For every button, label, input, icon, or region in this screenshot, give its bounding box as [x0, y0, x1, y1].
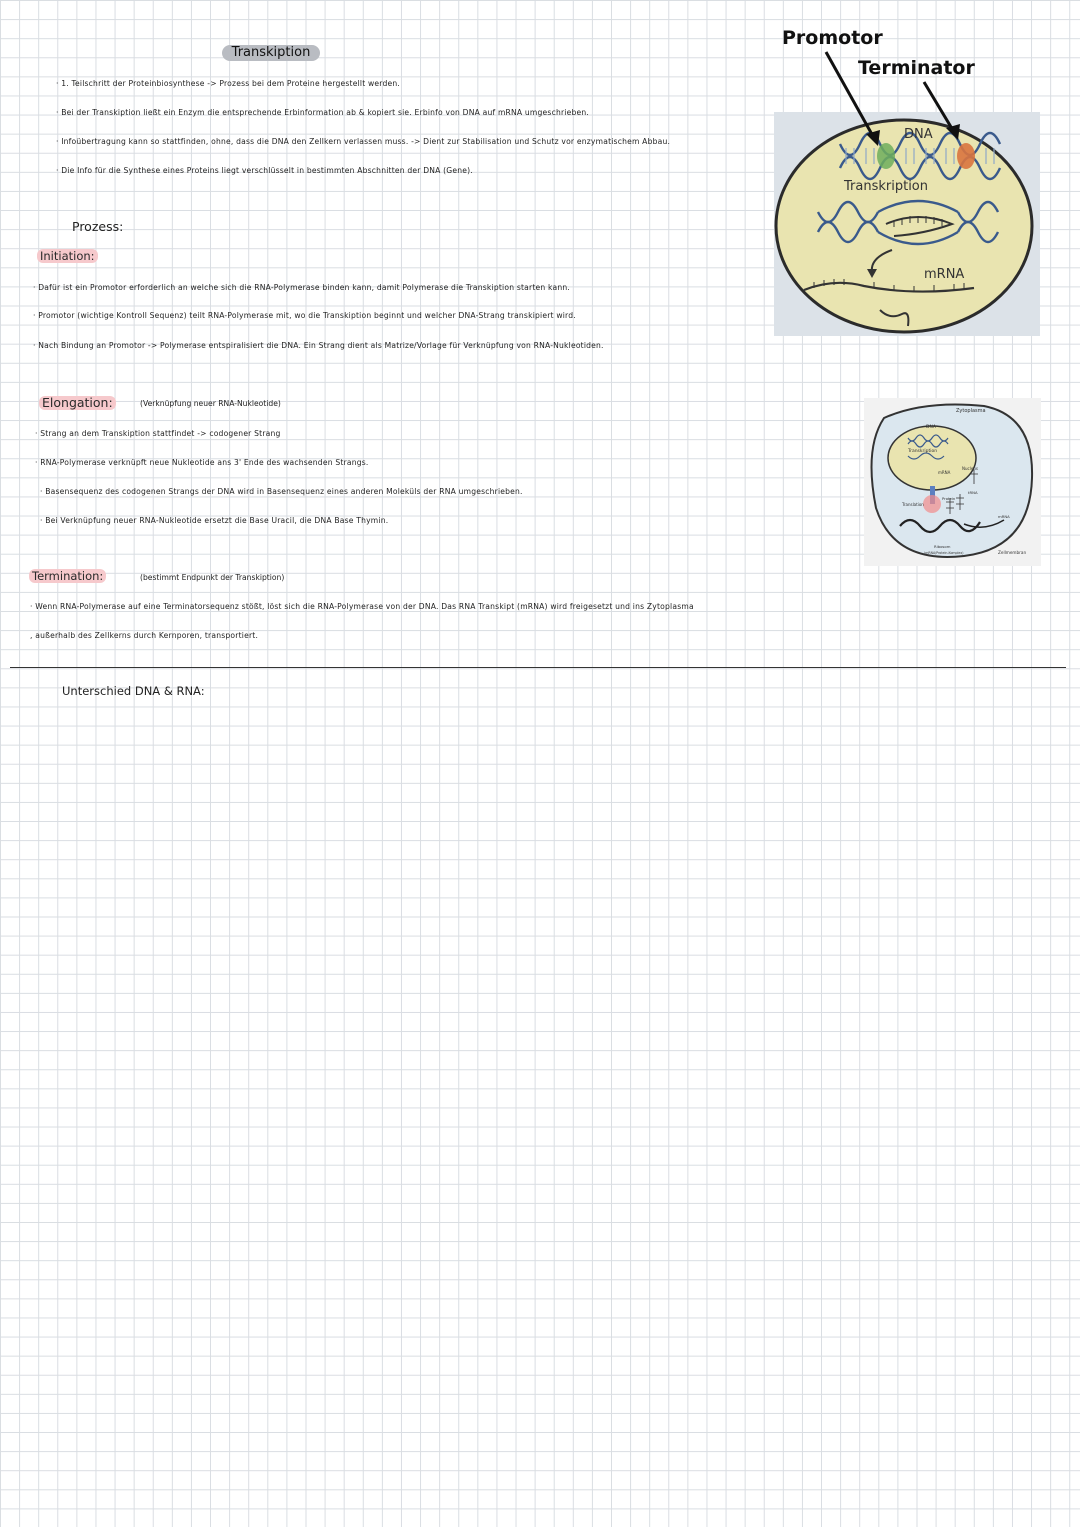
terminator-label: Terminator	[858, 57, 975, 79]
promotor-region	[877, 143, 895, 169]
elongation-aside: (Verknüpfung neuer RNA-Nukleotide)	[140, 399, 281, 408]
elongation-line-1: · Strang an dem Transkiption stattfindet -> codogener Strang	[35, 429, 281, 438]
trna-label: tRNA	[968, 490, 978, 495]
komplex-label: (mRNA/Protein-Komplex)	[924, 551, 964, 555]
elongation-line-3: · Basensequenz des codogenen Strangs der DNA wird in Basensequenz eines anderen Moleküls der RNA umgeschrieben.	[40, 487, 523, 496]
difference-heading: Unterschied DNA & RNA:	[62, 684, 205, 698]
intro-line-3: · Infoübertragung kann so stattfinden, ohne, dass die DNA den Zellkern verlassen muss. -> Dient zur Stabilisation und Schutz vor enzymatischem Abbau.	[56, 137, 671, 146]
elongation-line-4: · Bei Verknüpfung neuer RNA-Nukleotide ersetzt die Base Uracil, die DNA Base Thymin.	[40, 516, 389, 525]
process-heading: Prozess:	[72, 219, 124, 234]
elongation-heading: Elongation:	[39, 396, 116, 410]
transkription-label: Transkription	[844, 179, 928, 194]
page-title: Transkiption	[222, 45, 320, 61]
zytoplasma-label: Zytoplasma	[956, 408, 986, 414]
transkription-small-label: Transkription	[908, 449, 938, 454]
intro-line-2: · Bei der Transkiption ließt ein Enzym die entsprechende Erbinformation ab & kopiert sie. Erbinfo von DNA auf mRNA umgeschrieben.	[56, 108, 589, 117]
mrna-label: mRNA	[924, 267, 965, 282]
transcription-figure	[774, 20, 1040, 336]
nucleus-small-shape	[888, 426, 976, 490]
initiation-line-3: · Nach Bindung an Promotor -> Polymerase entspiralisiert die DNA. Ein Strang dient als Matrize/Vorlage für Verknüpfung von RNA-Nukleotiden.	[33, 341, 604, 350]
mrna-small-label: mRNA	[938, 470, 951, 475]
intro-line-1: · 1. Teilschritt der Proteinbiosynthese -> Prozess bei dem Proteine hergestellt werden.	[56, 79, 401, 88]
nucleus-label: Nucleus	[962, 466, 978, 471]
termination-line-2: , außerhalb des Zellkerns durch Kernporen, transportiert.	[30, 631, 259, 640]
initiation-line-1: · Dafür ist ein Promotor erforderlich an welche sich die RNA-Polymerase binden kann, damit Polymerase die Transkiption starten kann.	[33, 283, 570, 292]
intro-line-4: · Die Info für die Synthese eines Proteins liegt verschlüsselt in bestimmten Abschnitten der DNA (Gene).	[56, 166, 473, 175]
dna-small-label: DNA	[926, 425, 936, 430]
initiation-line-2: · Promotor (wichtige Kontroll Sequenz) teilt RNA-Polymerase mit, wo die Transkiption beginnt und welcher DNA-Strang transkipiert wird.	[33, 311, 576, 320]
termination-heading: Termination:	[29, 569, 106, 583]
cell-overview-figure	[864, 398, 1041, 566]
dna-label: DNA	[904, 127, 933, 142]
promotor-label: Promotor	[782, 27, 883, 49]
elongation-line-2: · RNA-Polymerase verknüpft neue Nukleotide ans 3' Ende des wachsenden Strangs.	[35, 458, 369, 467]
ribosom-label: Ribosom	[934, 544, 951, 549]
termination-line-1: · Wenn RNA-Polymerase auf eine Terminatorsequenz stößt, löst sich die RNA-Polymerase von der DNA. Das RNA Transkipt (mRNA) wird freigesetzt und ins Zytoplasma	[30, 602, 694, 611]
section-divider	[10, 667, 1066, 668]
terminator-region	[957, 143, 975, 169]
translation-label: Translation	[902, 502, 924, 507]
termination-aside: (bestimmt Endpunkt der Transkiption)	[140, 573, 285, 582]
zellmembran-label: Zellmembran	[998, 550, 1027, 555]
protein-label: Protein	[942, 496, 956, 501]
mrna-outer-label: mRNA	[998, 514, 1010, 519]
initiation-heading: Initiation:	[37, 249, 98, 263]
